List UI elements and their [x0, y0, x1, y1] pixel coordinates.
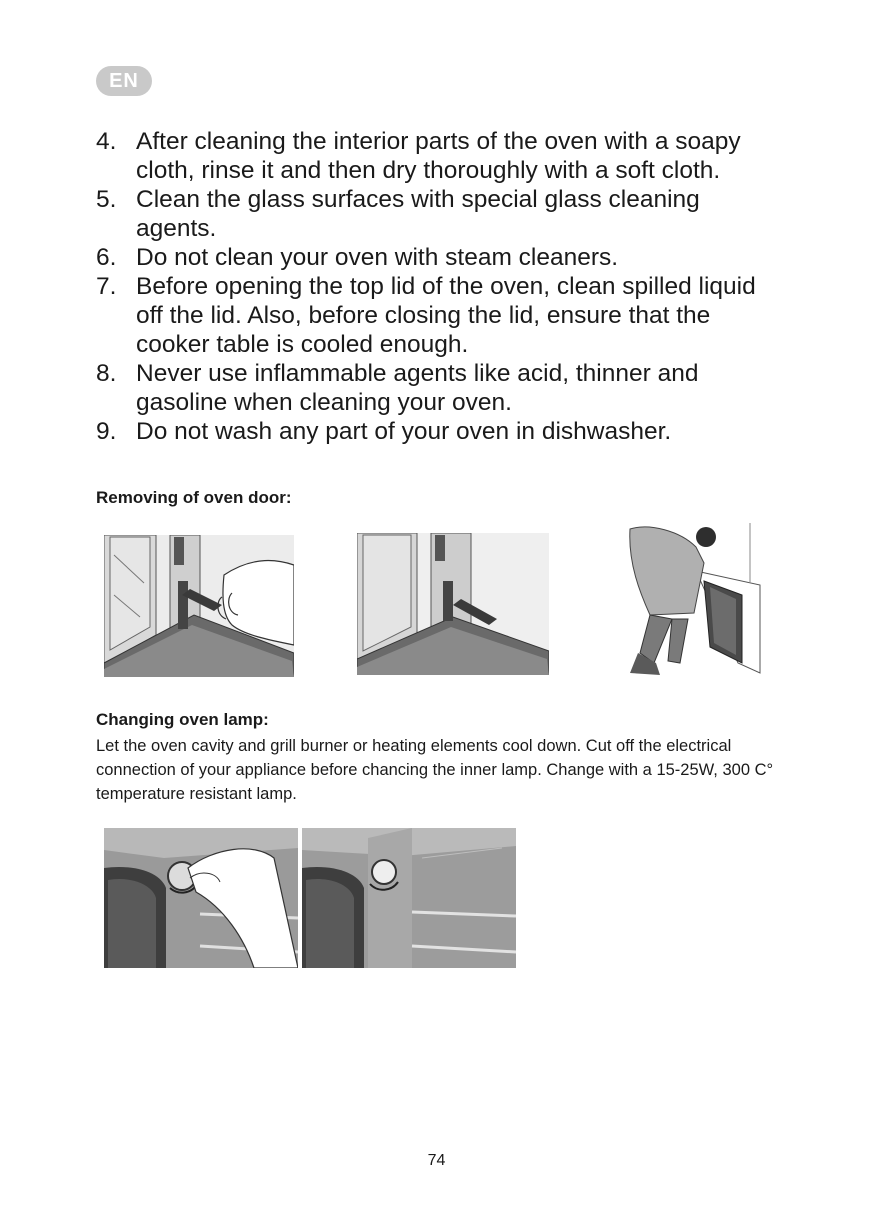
lamp-change-heading: Changing oven lamp:: [96, 710, 269, 729]
cleaning-steps-list: [96, 127, 786, 446]
step-number: 4.: [96, 128, 117, 155]
step-text: Do not clean your oven with steam cleaners.: [136, 244, 619, 271]
list-item: [96, 243, 786, 272]
door-removal-heading: Removing of oven door:: [96, 488, 292, 507]
step-text: Clean the glass surfaces with special glass cleaning agents.: [136, 186, 700, 242]
step-number: 7.: [96, 273, 117, 300]
step-number: 8.: [96, 360, 117, 387]
list-item: [96, 417, 786, 446]
step-text: Before opening the top lid of the oven, clean spilled liquid off the lid. Also, before closing the lid, ensure that the cooker table is cooled enough.: [136, 273, 756, 358]
step-number: 9.: [96, 418, 117, 445]
lamp-change-instructions: Let the oven cavity and grill burner or heating elements cool down. Cut off the electrical connection of your appliance before chancing the inner lamp. Change with a 15-25W, 300 C° temperature resistant lamp.: [96, 737, 774, 803]
list-item: [96, 127, 786, 185]
list-item: [96, 272, 786, 359]
door-lifting-illustration: [610, 523, 765, 678]
door-hinge-illustration-2: [357, 533, 549, 675]
lamp-cover-removal-illustration: [104, 828, 298, 968]
list-item: [96, 359, 786, 417]
lamp-cover-illustration: [302, 828, 516, 968]
language-badge: EN: [96, 66, 152, 96]
list-item: [96, 185, 786, 243]
door-hinge-illustration-1: [104, 535, 294, 677]
step-text: After cleaning the interior parts of the oven with a soapy cloth, rinse it and then dry thoroughly with a soft cloth.: [136, 128, 741, 184]
page-number: 74: [427, 1152, 446, 1169]
step-text: Do not wash any part of your oven in dishwasher.: [136, 418, 672, 445]
step-number: 5.: [96, 186, 117, 213]
step-text: Never use inflammable agents like acid, thinner and gasoline when cleaning your oven.: [136, 360, 699, 416]
step-number: 6.: [96, 244, 117, 271]
